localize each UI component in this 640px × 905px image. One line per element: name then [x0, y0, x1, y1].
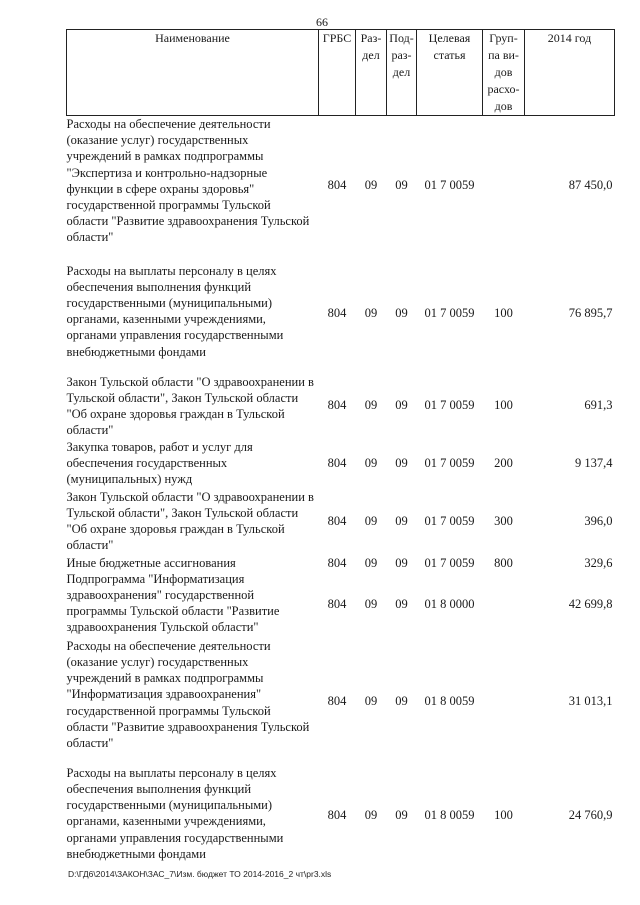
- table-row: [67, 489, 615, 555]
- table-row: [67, 765, 615, 865]
- row-amount: 42 699,8: [568, 597, 613, 612]
- table-row: [67, 116, 615, 255]
- table-header: [67, 30, 615, 116]
- budget-table: [66, 29, 615, 865]
- page-number: 66: [316, 15, 328, 29]
- table-row: [67, 255, 615, 372]
- row-grbs: 804: [327, 456, 347, 471]
- row-razdel: 09: [364, 305, 378, 320]
- row-name: Подпрограмма "Информатизация здравоохранения" государственной программы Тульской области "Развитие здравоохранения Тульской области": [66, 571, 280, 635]
- header-podrazdel-text: Под- раз- дел: [389, 31, 414, 79]
- row-podrazdel: 09: [395, 694, 408, 709]
- row-podrazdel: 09: [395, 807, 408, 822]
- header-razdel: [356, 30, 387, 116]
- header-grbs-text: ГРБС: [322, 31, 352, 45]
- header-name-text: Наименование: [155, 31, 230, 45]
- header-name: [67, 30, 319, 116]
- row-amount: 87 450,0: [568, 178, 613, 193]
- file-path-footer: D:\ГД6\2014\ЗАКОН\ЗАС_7\Изм. бюджет ТО 2014-2016_2 чт\pr3.xls: [68, 869, 332, 879]
- row-name: Закупка товаров, работ и услуг для обеспечения государственных (муниципальных) нужд: [66, 439, 253, 486]
- header-target-text: Целевая статья: [428, 31, 471, 62]
- row-target: 01 8 0059: [424, 807, 475, 822]
- row-grbs: 804: [327, 178, 347, 193]
- row-group: 100: [494, 305, 513, 320]
- header-razdel-text: Раз- дел: [360, 31, 382, 62]
- row-target: 01 8 0000: [424, 597, 475, 612]
- row-podrazdel: 09: [395, 597, 408, 612]
- row-target: 01 7 0059: [424, 555, 475, 570]
- row-target: 01 7 0059: [424, 178, 475, 193]
- row-podrazdel: 09: [395, 305, 408, 320]
- row-grbs: 804: [327, 514, 347, 529]
- row-group: 100: [494, 397, 513, 412]
- row-target: 01 7 0059: [424, 397, 475, 412]
- row-razdel: 09: [364, 597, 378, 612]
- row-name: Расходы на выплаты персоналу в целях обеспечения выполнения функций государственными (муниципальными) органами, казенными учреждениями, органами управления государственными внебюджетными фондами: [66, 765, 284, 861]
- row-amount: 24 760,9: [568, 807, 613, 822]
- row-amount: 31 013,1: [568, 694, 613, 709]
- row-name: Закон Тульской области "О здравоохранении в Тульской области", Закон Тульской области "Об охране здоровья граждан в Тульской области": [66, 374, 314, 438]
- row-name: Расходы на выплаты персоналу в целях обеспечения выполнения функций государственными (муниципальными) органами, казенными учреждениями, органами управления государственными внебюджетными фондами: [66, 263, 284, 359]
- table-row: [67, 555, 615, 571]
- row-target: 01 7 0059: [424, 305, 475, 320]
- row-razdel: 09: [364, 694, 378, 709]
- row-grbs: 804: [327, 305, 347, 320]
- header-year-text: 2014 год: [547, 31, 592, 45]
- header-group-text: Груп- па ви- дов расхо- дов: [487, 31, 520, 113]
- row-amount: 9 137,4: [575, 456, 613, 471]
- row-name: Иные бюджетные ассигнования: [66, 555, 236, 570]
- row-group: 200: [494, 456, 513, 471]
- row-grbs: 804: [327, 597, 347, 612]
- row-name: Расходы на обеспечение деятельности (оказание услуг) государственных учреждений в рамках подпрограммы "Экспертиза и контрольно-надзорные функции в сфере охраны здоровья" государственной программы Тульской области "Развитие здравоохранения Тульской области": [66, 117, 310, 245]
- row-podrazdel: 09: [395, 514, 408, 529]
- row-podrazdel: 09: [395, 456, 408, 471]
- row-razdel: 09: [364, 178, 378, 193]
- row-group: 800: [494, 555, 513, 570]
- row-podrazdel: 09: [395, 397, 408, 412]
- table-row: [67, 372, 615, 439]
- row-razdel: 09: [364, 397, 378, 412]
- row-target: 01 8 0059: [424, 694, 475, 709]
- header-podrazdel: [387, 30, 417, 116]
- row-name: Расходы на обеспечение деятельности (оказание услуг) государственных учреждений в рамках подпрограммы "Информатизация здравоохранения" государственной программы Тульской области "Развитие здравоохранения Тульской области": [66, 638, 310, 750]
- row-group: [483, 638, 525, 765]
- row-amount: 691,3: [584, 397, 613, 412]
- row-podrazdel: 09: [395, 555, 408, 570]
- row-group: [483, 116, 525, 255]
- row-razdel: 09: [364, 456, 378, 471]
- row-razdel: 09: [364, 807, 378, 822]
- row-amount: 76 895,7: [568, 305, 613, 320]
- row-podrazdel: 09: [395, 178, 408, 193]
- header-year: [525, 30, 615, 116]
- row-grbs: 804: [327, 694, 347, 709]
- row-grbs: 804: [327, 397, 347, 412]
- table-row: [67, 638, 615, 765]
- row-grbs: 804: [327, 807, 347, 822]
- table-body: [67, 116, 615, 865]
- header-target: [417, 30, 483, 116]
- row-amount: 329,6: [584, 555, 613, 570]
- row-razdel: 09: [364, 555, 378, 570]
- table-row: [67, 571, 615, 638]
- row-group: [483, 571, 525, 638]
- header-group: [483, 30, 525, 116]
- row-razdel: 09: [364, 514, 378, 529]
- row-target: 01 7 0059: [424, 514, 475, 529]
- header-grbs: [319, 30, 356, 116]
- row-name: Закон Тульской области "О здравоохранении в Тульской области", Закон Тульской области "Об охране здоровья граждан в Тульской области": [66, 489, 314, 553]
- table-row: [67, 439, 615, 489]
- row-target: 01 7 0059: [424, 456, 475, 471]
- row-amount: 396,0: [584, 514, 613, 529]
- row-grbs: 804: [327, 555, 347, 570]
- row-group: 100: [494, 807, 513, 822]
- row-group: 300: [494, 514, 513, 529]
